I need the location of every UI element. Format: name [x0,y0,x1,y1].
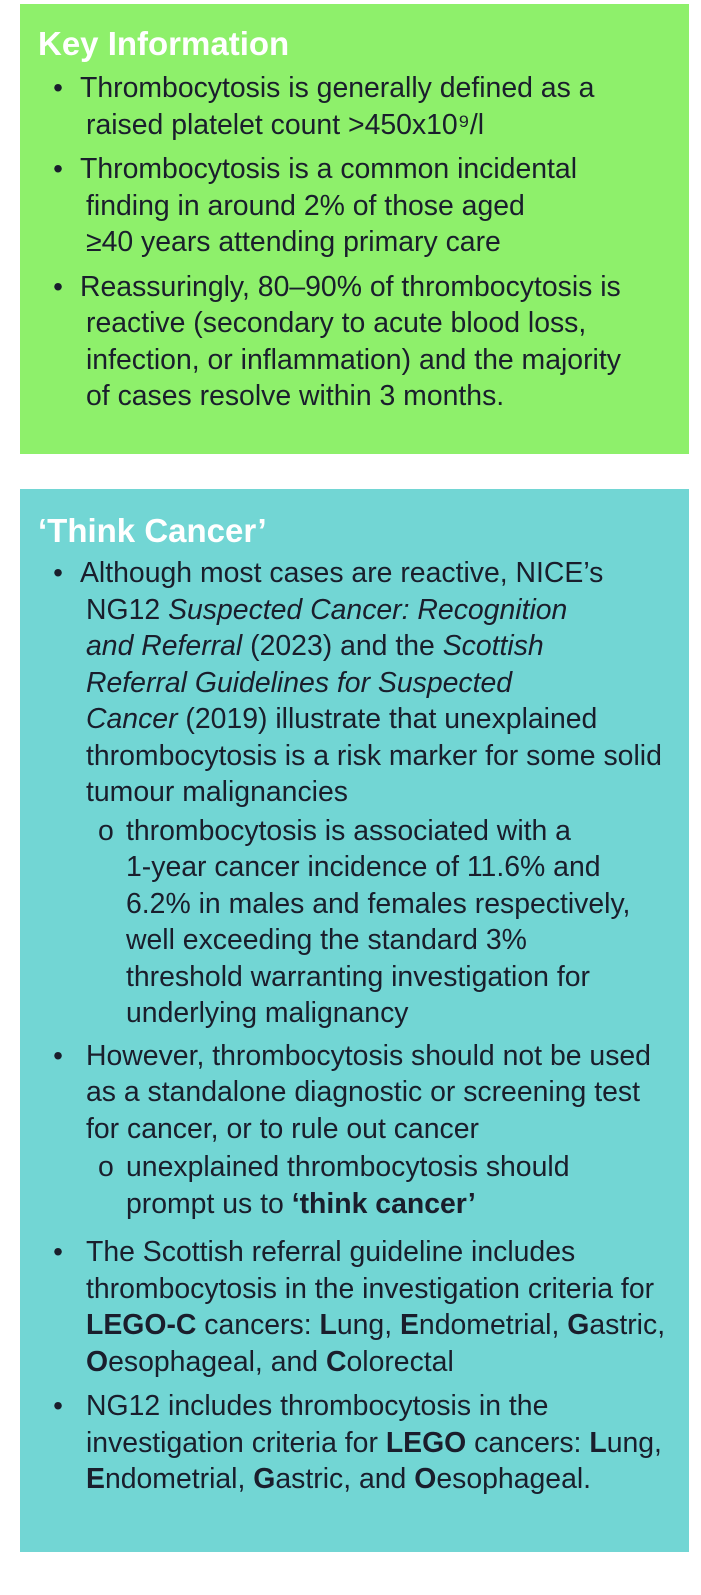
acronym-letter: E [399,1309,419,1341]
lego-acronym: LEGO [385,1426,467,1459]
acronym-letter: O [86,1345,109,1378]
guideline-title-text: and Referral [86,630,243,662]
item-text-line: NG12 includes thrombocytosis in the [86,1390,549,1422]
item-text: cancers: [466,1426,590,1459]
key-information-item [38,151,677,261]
sub-bullet-icon: o [98,814,114,847]
item-text-line: as a standalone diagnostic or screening test [86,1076,640,1108]
item-text-line: Although most cases are reactive, NICE’s [80,557,604,589]
item-text-line: raised platelet count >450x10⁹/l [86,108,485,141]
item-text: NG12 [86,593,169,626]
think-cancer-item [38,1388,677,1498]
item-text: ung, [606,1426,662,1459]
acronym-letter: G [253,1463,276,1495]
key-information-title: Key Information [38,25,290,62]
acronym-letter: C [325,1345,347,1378]
item-text-line: thrombocytosis is a risk marker for some solid [86,739,662,772]
key-information-item [38,70,677,143]
item-text-line: for cancer, or to rule out cancer [86,1112,479,1145]
item-text-line: However, thrombocytosis should not be used [86,1039,651,1072]
item-text-line: threshold warranting investigation for [126,960,590,993]
item-text-line: thrombocytosis in the investigation criteria for [86,1272,655,1305]
think-cancer-item [38,555,677,1032]
key-information-list [38,70,677,415]
sub-bullet-icon: o [98,1151,114,1183]
item-text: esophageal. [436,1463,592,1495]
item-text-line: well exceeding the standard 3% [126,924,527,956]
acronym-letter: G [567,1309,590,1341]
item-text-line: unexplained thrombocytosis should [126,1151,570,1183]
bullet-icon: • [53,1236,63,1267]
acronym-letter: L [589,1426,607,1459]
guideline-title-text: Suspected Cancer: Recognition [168,593,568,626]
bullet-icon: • [53,557,63,588]
item-text-line: finding in around 2% of those aged [86,189,525,222]
item-text: ung, [336,1309,400,1341]
item-text: olorectal [346,1345,454,1378]
lego-c-acronym: LEGO-C [86,1309,197,1341]
item-text-line: thrombocytosis is associated with a [126,814,571,847]
bullet-icon: • [53,72,63,103]
item-text-line: tumour malignancies [86,776,348,808]
item-text: prompt us to [126,1187,292,1220]
key-information-box [20,4,689,454]
bullet-icon: • [53,1390,63,1421]
acronym-letter: E [86,1463,105,1495]
item-text-line: reactive (secondary to acute blood loss, [86,307,587,339]
item-text: (2019) illustrate that unexplained [177,703,598,735]
bullet-icon: • [53,270,63,302]
guideline-title-text: Referral Guidelines for Suspected [86,666,513,699]
item-text-line: infection, or inflammation) and the majority [86,343,621,376]
sub-list [86,813,677,1032]
item-text-line: Thrombocytosis is a common incidental [80,153,578,185]
think-cancer-title: ‘Think Cancer’ [38,512,267,549]
item-text-line: of cases resolve within 3 months. [86,380,505,412]
bullet-icon: • [53,153,63,184]
sub-list-item [86,1149,677,1222]
think-cancer-item [38,1038,677,1223]
item-text: ndometrial, [418,1309,568,1341]
item-text-line: 6.2% in males and females respectively, [126,887,631,920]
sub-list-item [86,813,677,1032]
guideline-title-text: Scottish [442,630,544,662]
think-cancer-box [20,489,689,1552]
item-text: (2023) and the [242,630,443,662]
think-cancer-item [38,1234,677,1380]
guideline-title-text: Cancer [86,703,178,735]
acronym-letter: L [319,1309,337,1341]
acronym-letter: O [414,1463,437,1495]
item-text: esophageal, and [108,1345,326,1378]
bullet-icon: • [53,1039,63,1071]
key-information-item [38,269,677,415]
item-text: astric, [589,1309,666,1341]
item-text: astric, and [275,1463,415,1495]
item-text-line: Reassuringly, 80–90% of thrombocytosis is [80,270,621,303]
item-text: investigation criteria for [86,1426,386,1459]
item-text-line: The Scottish referral guideline includes [86,1236,576,1268]
think-cancer-list [38,555,677,1498]
think-cancer-emphasis: ‘think cancer’ [291,1187,476,1220]
sub-list [86,1149,677,1222]
item-text-line: Thrombocytosis is generally defined as a [80,72,595,104]
item-text: cancers: [196,1309,320,1341]
item-text: ndometrial, [104,1463,254,1495]
item-text-line: underlying malignancy [126,997,409,1029]
item-text-line: 1-year cancer incidence of 11.6% and [126,851,601,883]
item-text-line: ≥40 years attending primary care [86,226,501,258]
